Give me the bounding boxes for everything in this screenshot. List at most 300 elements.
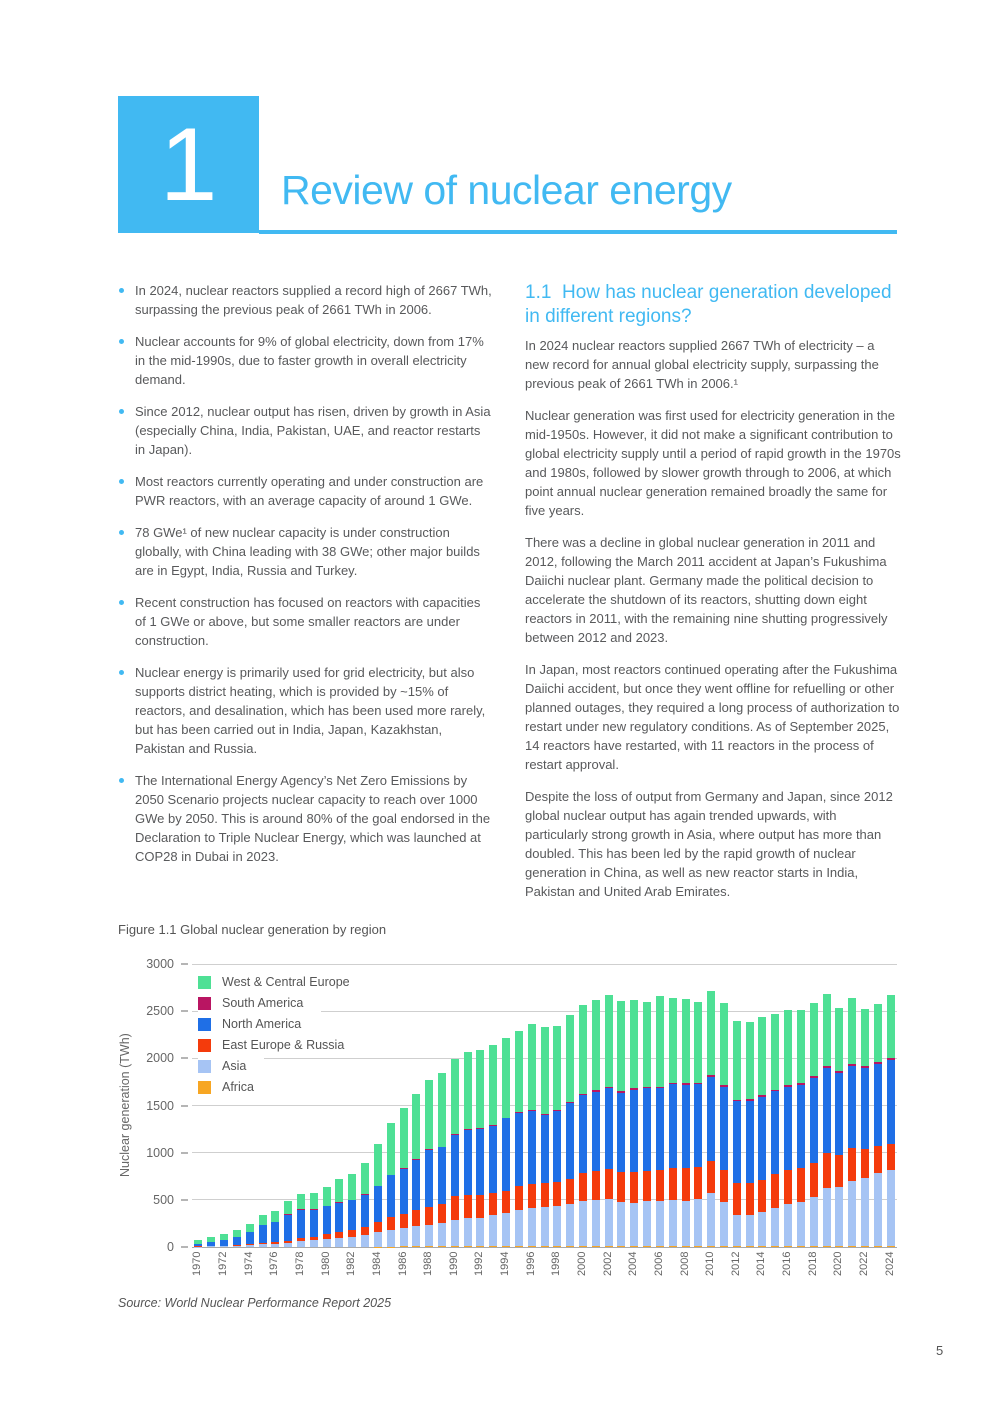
legend-item xyxy=(198,1077,272,1098)
segment xyxy=(348,1174,356,1200)
segment xyxy=(630,1090,638,1172)
bar-2007 xyxy=(669,998,677,1247)
segment xyxy=(617,1001,625,1092)
segment xyxy=(797,1246,805,1247)
segment xyxy=(553,1246,561,1247)
bar-1981 xyxy=(335,1179,343,1247)
segment xyxy=(387,1123,395,1175)
segment xyxy=(515,1031,523,1112)
bullet-icon xyxy=(119,409,124,414)
segment xyxy=(528,1246,536,1247)
chart-plot xyxy=(146,957,897,1277)
segment xyxy=(861,1246,869,1247)
x-tick-label: 1970 xyxy=(191,1252,204,1277)
segment xyxy=(348,1200,356,1230)
segment xyxy=(874,1246,882,1247)
segment xyxy=(553,1111,561,1182)
segment xyxy=(361,1195,369,1227)
segment xyxy=(810,1078,818,1163)
segment xyxy=(848,1148,856,1181)
segment xyxy=(771,1208,779,1246)
segment xyxy=(746,1215,754,1246)
segment xyxy=(733,1021,741,1099)
segment xyxy=(438,1223,446,1246)
x-tick-label: 2024 xyxy=(883,1252,896,1277)
segment xyxy=(669,1200,677,1246)
bar-2014 xyxy=(758,1017,766,1247)
segment xyxy=(861,1009,869,1066)
segment xyxy=(489,1246,497,1247)
bar-2018 xyxy=(810,1003,818,1247)
segment xyxy=(425,1225,433,1246)
bar-1992 xyxy=(476,1050,484,1247)
segment xyxy=(528,1184,536,1208)
segment xyxy=(233,1230,241,1237)
x-tick-label: 2010 xyxy=(704,1252,717,1277)
y-axis-label: Nuclear generation (TWh) xyxy=(118,1033,132,1178)
segment xyxy=(566,1179,574,1204)
segment xyxy=(579,1246,587,1247)
segment xyxy=(476,1050,484,1128)
segment xyxy=(246,1245,254,1247)
x-tick-label: 2008 xyxy=(678,1252,691,1277)
segment xyxy=(528,1208,536,1246)
bar-1977 xyxy=(284,1201,292,1247)
x-tick-label: 2018 xyxy=(806,1252,819,1277)
segment xyxy=(259,1225,267,1243)
segment xyxy=(682,1201,690,1246)
bullet-item xyxy=(118,663,494,758)
bullet-item xyxy=(118,332,494,389)
segment xyxy=(284,1215,292,1241)
bar-2012 xyxy=(733,1021,741,1247)
segment xyxy=(528,1111,536,1185)
segment xyxy=(643,1002,651,1087)
segment xyxy=(425,1207,433,1225)
segment xyxy=(579,1005,587,1094)
segment xyxy=(605,1199,613,1246)
segment xyxy=(323,1206,331,1233)
x-tick-label: 2012 xyxy=(729,1252,742,1277)
y-tick-mark xyxy=(181,1199,188,1201)
bar-2022 xyxy=(861,1009,869,1247)
segment xyxy=(784,1246,792,1247)
bar-2015 xyxy=(771,1014,779,1247)
segment xyxy=(656,1246,664,1247)
bar-2000 xyxy=(579,1005,587,1247)
segment xyxy=(861,1149,869,1178)
x-tick-label: 1988 xyxy=(422,1252,435,1277)
bullet-item xyxy=(118,281,494,319)
segment xyxy=(425,1150,433,1208)
segment xyxy=(515,1210,523,1246)
segment xyxy=(810,1003,818,1076)
segment xyxy=(694,1084,702,1167)
segment xyxy=(810,1163,818,1197)
segment xyxy=(694,1199,702,1246)
legend-label: North America xyxy=(222,1017,302,1031)
segment xyxy=(246,1232,254,1244)
segment xyxy=(566,1204,574,1246)
legend-item xyxy=(198,1056,264,1077)
segment xyxy=(412,1160,420,1210)
segment xyxy=(848,1066,856,1148)
segment xyxy=(887,1144,895,1169)
x-tick-label: 1974 xyxy=(242,1252,255,1277)
segment xyxy=(874,1146,882,1173)
figure-source: Source: World Nuclear Performance Report 2025 xyxy=(118,1296,392,1310)
segment xyxy=(758,1180,766,1213)
segment xyxy=(848,998,856,1064)
segment xyxy=(605,995,613,1087)
segment xyxy=(656,1201,664,1246)
bar-1997 xyxy=(541,1027,549,1247)
segment xyxy=(784,1204,792,1246)
segment xyxy=(361,1163,369,1194)
bullet-item xyxy=(118,402,494,459)
y-tick-mark xyxy=(181,1010,188,1012)
bar-1972 xyxy=(220,1234,228,1247)
bullet-item xyxy=(118,593,494,650)
segment xyxy=(835,1187,843,1246)
segment xyxy=(835,1246,843,1247)
segment xyxy=(425,1080,433,1150)
segment xyxy=(669,1246,677,1247)
segment xyxy=(656,996,664,1087)
segment xyxy=(797,1202,805,1246)
segment xyxy=(425,1246,433,1247)
bar-2013 xyxy=(746,1022,754,1248)
segment xyxy=(746,1022,754,1099)
gridline xyxy=(192,964,897,965)
segment xyxy=(758,1246,766,1247)
x-tick-label: 2006 xyxy=(652,1252,665,1277)
segment xyxy=(643,1088,651,1171)
bullet-text: In 2024, nuclear reactors supplied a record high of 2667 TWh, surpassing the previous peak of 2661 TWh in 2006. xyxy=(135,283,492,317)
segment xyxy=(297,1241,305,1247)
segment xyxy=(464,1195,472,1219)
segment xyxy=(694,1167,702,1199)
bar-1996 xyxy=(528,1024,536,1247)
segment xyxy=(746,1101,754,1183)
segment xyxy=(566,1103,574,1179)
segment xyxy=(541,1183,549,1207)
segment xyxy=(464,1246,472,1247)
y-tick-label: 500 xyxy=(153,1192,174,1207)
bullet-text: Since 2012, nuclear output has risen, driven by growth in Asia (especially China, India, Pakistan, UAE, and reactor restarts in Japan). xyxy=(135,404,491,457)
bar-1971 xyxy=(207,1237,215,1247)
segment xyxy=(682,1246,690,1247)
segment xyxy=(720,1202,728,1245)
stacked-bar-chart xyxy=(118,958,918,1298)
bullet-text: Nuclear accounts for 9% of global electricity, down from 17% in the mid-1990s, due to faster growth in overall electricity demand. xyxy=(135,334,484,387)
bullet-text: Most reactors currently operating and under construction are PWR reactors, with an average capacity of around 1 GWe. xyxy=(135,474,484,508)
segment xyxy=(246,1224,254,1232)
segment xyxy=(207,1246,215,1247)
segment xyxy=(694,1246,702,1247)
bar-2010 xyxy=(707,991,715,1247)
segment xyxy=(874,1173,882,1247)
bar-2023 xyxy=(874,1004,882,1247)
segment xyxy=(566,1015,574,1102)
segment xyxy=(541,1246,549,1247)
segment xyxy=(758,1017,766,1095)
segment xyxy=(733,1215,741,1246)
segment xyxy=(669,1168,677,1200)
segment xyxy=(400,1108,408,1168)
segment xyxy=(707,1077,715,1161)
segment xyxy=(451,1196,459,1220)
bar-1988 xyxy=(425,1080,433,1248)
key-points-list xyxy=(118,281,494,879)
segment xyxy=(592,1092,600,1171)
segment xyxy=(515,1246,523,1247)
legend-label: Asia xyxy=(222,1059,247,1073)
bar-1980 xyxy=(323,1187,331,1247)
segment xyxy=(271,1222,279,1242)
section-heading: 1.1 How has nuclear generation developed in different regions? xyxy=(525,282,892,327)
y-tick-label: 1000 xyxy=(146,1145,174,1160)
segment xyxy=(476,1129,484,1195)
segment xyxy=(694,1002,702,1083)
bar-2017 xyxy=(797,1010,805,1247)
bar-2005 xyxy=(643,1002,651,1247)
segment xyxy=(374,1144,382,1186)
segment xyxy=(592,1171,600,1199)
segment xyxy=(259,1244,267,1247)
segment xyxy=(489,1126,497,1193)
segment xyxy=(541,1027,549,1114)
segment xyxy=(746,1183,754,1215)
segment xyxy=(823,1068,831,1153)
segment xyxy=(617,1172,625,1202)
segment xyxy=(515,1113,523,1186)
segment xyxy=(746,1246,754,1247)
segment xyxy=(874,1064,882,1146)
bar-2011 xyxy=(720,1003,728,1247)
y-tick-mark xyxy=(181,1105,188,1107)
segment xyxy=(502,1038,510,1117)
bar-2006 xyxy=(656,996,664,1247)
segment xyxy=(707,1161,715,1193)
bullet-text: The International Energy Agency’s Net Zero Emissions by 2050 Scenario projects nuclear capacity to reach over 1000 GWe by 2050. This is around 80% of the goal endorsed in the Declaration to Triple Nuclear Energy, which was launched at COP28 in Dubai in 2023. xyxy=(135,773,491,864)
segment xyxy=(489,1193,497,1216)
segment xyxy=(335,1238,343,1247)
segment xyxy=(323,1187,331,1206)
segment xyxy=(797,1168,805,1201)
legend-label: East Europe & Russia xyxy=(222,1038,345,1052)
x-tick-label: 2014 xyxy=(755,1252,768,1277)
y-tick-label: 2500 xyxy=(146,1004,174,1019)
x-tick-label: 2000 xyxy=(575,1252,588,1277)
segment xyxy=(412,1210,420,1226)
bullet-item xyxy=(118,523,494,580)
legend-label: South America xyxy=(222,996,304,1010)
y-tick-mark xyxy=(181,1152,188,1154)
segment xyxy=(374,1222,382,1232)
segment xyxy=(566,1246,574,1247)
x-tick-label: 2022 xyxy=(857,1252,870,1277)
bullet-text: 78 GWe¹ of new nuclear capacity is under construction globally, with China leading with 38 GWe; other major builds are in Egypt, India, Russia and Turkey. xyxy=(135,525,480,578)
bullet-icon xyxy=(119,670,124,675)
segment xyxy=(797,1085,805,1168)
y-tick-label: 1500 xyxy=(146,1098,174,1113)
bar-1987 xyxy=(412,1094,420,1247)
bar-2024 xyxy=(887,995,895,1247)
segment xyxy=(720,1170,728,1203)
segment xyxy=(553,1182,561,1206)
segment xyxy=(348,1237,356,1247)
page-number: 5 xyxy=(936,1343,944,1358)
segment xyxy=(823,1246,831,1247)
segment xyxy=(502,1213,510,1246)
legend-label: Africa xyxy=(222,1080,254,1094)
segment xyxy=(541,1115,549,1183)
x-tick-label: 1992 xyxy=(473,1252,486,1277)
segment xyxy=(630,1172,638,1203)
bar-2020 xyxy=(835,1008,843,1247)
segment xyxy=(284,1201,292,1214)
segment xyxy=(515,1186,523,1210)
segment xyxy=(656,1170,664,1201)
chapter-number: 1 xyxy=(159,106,218,223)
legend-item xyxy=(198,1014,319,1035)
segment xyxy=(682,1168,690,1200)
segment xyxy=(387,1230,395,1247)
y-tick-mark xyxy=(181,1057,188,1059)
legend-label: West & Central Europe xyxy=(222,975,350,989)
x-tick-label: 1984 xyxy=(370,1252,383,1277)
segment xyxy=(643,1171,651,1200)
segment xyxy=(835,1073,843,1155)
segment xyxy=(861,1178,869,1246)
paragraph: In Japan, most reactors continued operating after the Fukushima Daiichi accident, but once they went offline for refuelling or other planned outages, they required a long process of authorization to restart under new regulatory conditions. As of September 2025, 14 reactors have restarted, with 11 reactors in the process of restart approval. xyxy=(525,662,900,772)
bullet-icon xyxy=(119,479,124,484)
segment xyxy=(412,1226,420,1246)
segment xyxy=(835,1155,843,1187)
segment xyxy=(220,1246,228,1247)
x-tick-label: 2020 xyxy=(832,1252,845,1277)
segment xyxy=(630,1203,638,1246)
segment xyxy=(720,1246,728,1247)
bar-2021 xyxy=(848,998,856,1247)
paragraph: In 2024 nuclear reactors supplied 2667 TWh of electricity – a new record for annual global electricity supply, surpassing the previous peak of 2661 TWh in 2006.¹ xyxy=(525,338,879,391)
segment xyxy=(733,1246,741,1247)
segment xyxy=(502,1191,510,1213)
bar-1995 xyxy=(515,1031,523,1247)
segment xyxy=(361,1227,369,1235)
segment xyxy=(810,1246,818,1247)
x-tick-label: 1980 xyxy=(319,1252,332,1277)
x-tick-label: 1976 xyxy=(268,1252,281,1277)
bar-1998 xyxy=(553,1026,561,1247)
segment xyxy=(323,1239,331,1247)
bar-2016 xyxy=(784,1010,792,1247)
segment xyxy=(374,1232,382,1246)
segment xyxy=(707,991,715,1075)
segment xyxy=(617,1246,625,1247)
y-tick-mark xyxy=(181,1246,188,1248)
segment xyxy=(374,1186,382,1222)
bar-1975 xyxy=(259,1215,267,1247)
segment xyxy=(617,1093,625,1172)
legend-item xyxy=(198,972,368,993)
bar-2008 xyxy=(682,999,690,1247)
segment xyxy=(720,1003,728,1085)
segment xyxy=(823,1188,831,1246)
segment xyxy=(271,1211,279,1222)
segment xyxy=(617,1202,625,1245)
bar-1994 xyxy=(502,1038,510,1247)
bullet-icon xyxy=(119,778,124,783)
x-tick-label: 2016 xyxy=(781,1252,794,1277)
x-tick-label: 1986 xyxy=(396,1252,409,1277)
segment xyxy=(848,1246,856,1247)
bullet-icon xyxy=(119,288,124,293)
segment xyxy=(400,1228,408,1246)
segment xyxy=(387,1217,395,1230)
segment xyxy=(438,1073,446,1147)
segment xyxy=(297,1194,305,1209)
bullet-item xyxy=(118,472,494,510)
segment xyxy=(451,1135,459,1196)
bar-2002 xyxy=(605,995,613,1247)
segment xyxy=(784,1087,792,1170)
legend-swatch-icon xyxy=(198,1039,211,1052)
bar-1993 xyxy=(489,1045,497,1247)
segment xyxy=(271,1244,279,1247)
x-tick-label: 1990 xyxy=(447,1252,460,1277)
segment xyxy=(335,1203,343,1232)
segment xyxy=(835,1008,843,1071)
y-tick-label: 0 xyxy=(167,1240,174,1254)
x-tick-label: 2002 xyxy=(601,1252,614,1277)
bullet-text: Nuclear energy is primarily used for grid electricity, but also supports district heating, which is provided by ~15% of reactors, and desalination, which has been used more rarely, but has been carried out in India, Japan, Kazakhstan, Pakistan and Russia. xyxy=(135,665,486,756)
segment xyxy=(464,1218,472,1246)
segment xyxy=(464,1052,472,1129)
segment xyxy=(438,1246,446,1247)
segment xyxy=(848,1181,856,1246)
y-tick-label: 3000 xyxy=(146,957,174,971)
bullet-icon xyxy=(119,339,124,344)
segment xyxy=(823,994,831,1066)
segment xyxy=(297,1210,305,1239)
segment xyxy=(669,1084,677,1168)
segment xyxy=(310,1240,318,1247)
segment xyxy=(784,1010,792,1085)
segment xyxy=(592,1246,600,1247)
chapter-number-box xyxy=(118,96,259,233)
paragraph: Despite the loss of output from Germany and Japan, since 2012 global nuclear output has again trended upwards, with particularly strong growth in Asia, where output has more than doubled. This has been led by the rapid growth of nuclear generation in China, as well as new reactor starts in India, Pakistan and United Arab Emirates. xyxy=(525,789,893,899)
segment xyxy=(592,1000,600,1091)
legend-swatch-icon xyxy=(198,976,211,989)
x-tick-label: 1996 xyxy=(524,1252,537,1277)
bullet-icon xyxy=(119,600,124,605)
legend-swatch-icon xyxy=(198,1060,211,1073)
segment xyxy=(489,1215,497,1246)
segment xyxy=(887,1170,895,1247)
x-tick-label: 1972 xyxy=(217,1252,230,1277)
bar-1984 xyxy=(374,1144,382,1247)
segment xyxy=(579,1201,587,1246)
segment xyxy=(412,1246,420,1247)
paragraph: Nuclear generation was first used for electricity generation in the mid-1950s. However, it did not make a significant contribution to global electricity supply until a period of rapid growth in the 1970s and 1980s, followed by slower growth through to 2006, at which point annual nuclear generation remained broadly the same for five years. xyxy=(525,408,901,518)
segment xyxy=(797,1010,805,1084)
segment xyxy=(579,1173,587,1200)
segment xyxy=(553,1026,561,1111)
title-rule xyxy=(259,230,897,234)
segment xyxy=(438,1147,446,1204)
